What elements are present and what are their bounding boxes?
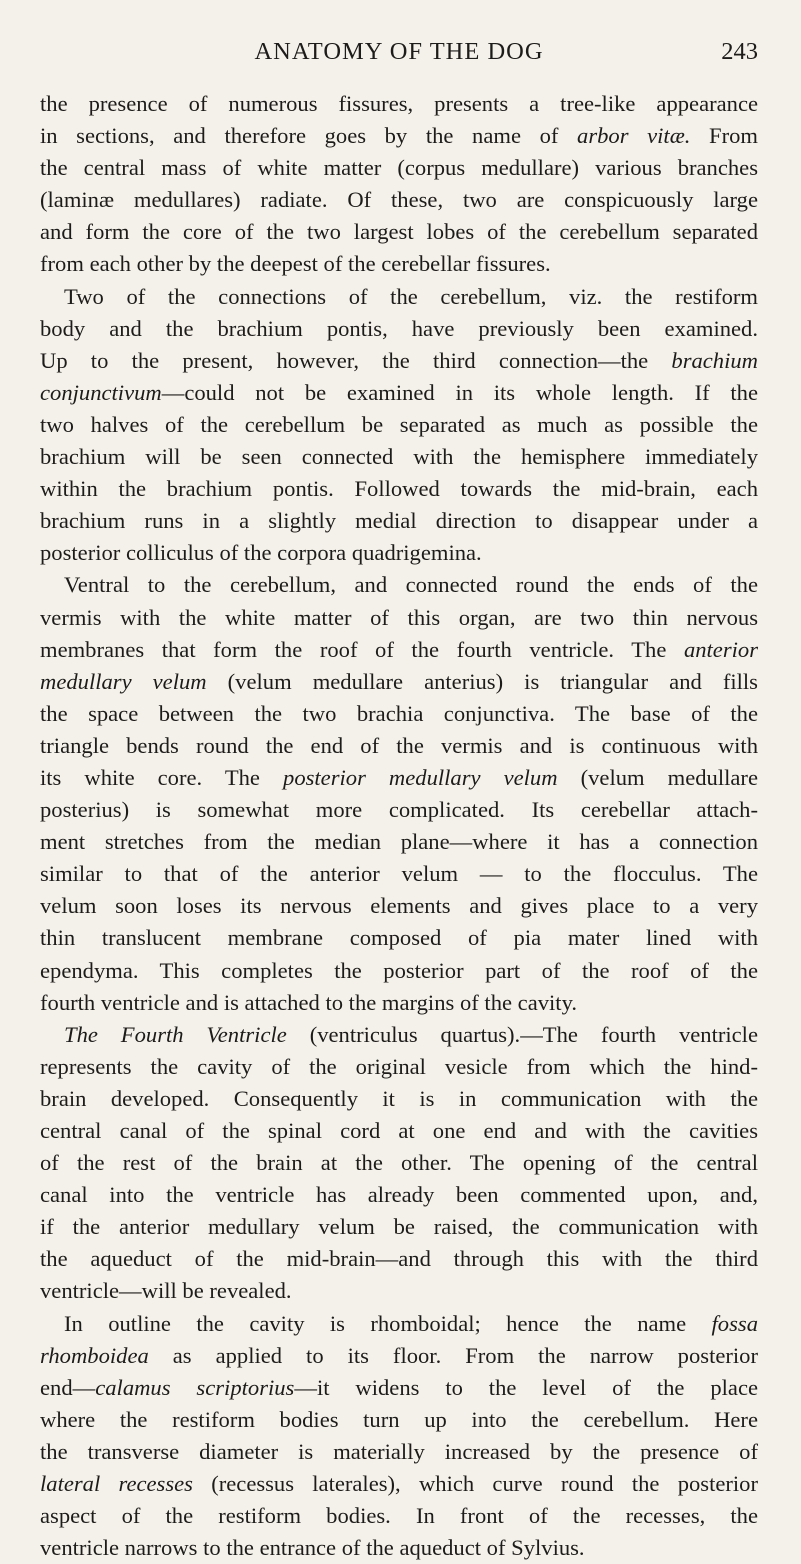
text-segment: ment stretches from the median plane—where it has a connection — [40, 829, 758, 855]
text-line — [40, 88, 758, 120]
text-segment: Ventral to the cerebellum, and connected round the ends of the — [64, 572, 758, 598]
text-line — [40, 1211, 758, 1243]
text-segment: end— — [40, 1374, 96, 1400]
text-segment: ventricle—will be revealed. — [40, 1278, 292, 1304]
text-segment: the space between the two brachia conjunctiva. The base of the — [40, 700, 758, 726]
text-line — [40, 152, 758, 184]
italic-term: The Fourth Ventricle — [64, 1021, 287, 1047]
text-line — [40, 922, 758, 954]
text-line — [40, 184, 758, 216]
text-segment: triangle bends round the end of the vermis and is continuous with — [40, 732, 758, 758]
text-segment: Up to the present, however, the third connection—the — [40, 347, 672, 373]
text-line — [40, 666, 758, 698]
italic-term: fossa — [711, 1310, 758, 1336]
text-segment: represents the cavity of the original vesicle from which the hind- — [40, 1053, 758, 1079]
text-segment: ependyma. This completes the posterior part of the roof of the — [40, 957, 758, 983]
italic-term: conjunctivum — [40, 379, 162, 405]
text-line — [40, 1340, 758, 1372]
text-segment: ventricle narrows to the entrance of the aqueduct of Sylvius. — [40, 1535, 585, 1561]
text-segment: —could not be examined in its whole length. If the — [161, 379, 758, 405]
text-line — [40, 248, 758, 280]
text-line — [40, 634, 758, 666]
italic-term: medullary velum — [40, 668, 207, 694]
text-line — [40, 730, 758, 762]
text-segment: velum soon loses its nervous elements and gives place to a very — [40, 893, 758, 919]
text-line — [40, 1019, 758, 1051]
text-segment: (velum medullare anterius) is triangular and fills — [206, 668, 758, 694]
text-segment: if the anterior medullary velum be raised, the communication with — [40, 1214, 758, 1240]
text-line — [40, 1436, 758, 1468]
text-line — [40, 858, 758, 890]
text-segment: posterior colliculus of the corpora quadrigemina. — [40, 540, 482, 566]
italic-term: calamus scriptorius — [95, 1374, 295, 1400]
text-line — [40, 955, 758, 987]
page-number: 243 — [721, 38, 758, 65]
text-segment: from each other by the deepest of the cerebellar fissures. — [40, 251, 551, 277]
text-segment: central canal of the spinal cord at one end and with the cavities — [40, 1118, 758, 1143]
text-segment: (recessus laterales), which curve round the posterior — [192, 1471, 759, 1497]
text-segment: brain developed. Consequently it is in communication with the — [40, 1085, 758, 1111]
italic-term: anterior — [683, 636, 758, 662]
text-line — [40, 441, 758, 473]
text-line — [40, 1404, 758, 1436]
text-segment: —it widens to the level of the place — [294, 1374, 758, 1400]
italic-term: lateral recesses — [40, 1471, 193, 1497]
text-segment: brachium will be seen connected with the hemisphere immediately — [40, 444, 758, 470]
page-header — [40, 38, 758, 68]
text-line — [40, 120, 758, 152]
body-text — [40, 88, 758, 1564]
text-segment: (laminæ medullares) radiate. Of these, two are conspicuously large — [40, 187, 758, 213]
text-segment: of the rest of the brain at the other. The opening of the central — [40, 1150, 758, 1176]
text-line — [40, 1051, 758, 1083]
text-line — [40, 569, 758, 601]
text-line — [40, 377, 758, 409]
text-line — [40, 1468, 758, 1500]
text-line — [40, 537, 758, 569]
text-segment: within the brachium pontis. Followed towards the mid-brain, each — [40, 476, 758, 502]
text-line — [40, 313, 758, 345]
text-segment: in sections, and therefore goes by the name of — [40, 123, 578, 149]
text-line — [40, 1308, 758, 1340]
text-line — [40, 602, 758, 634]
text-line — [40, 987, 758, 1019]
text-line — [40, 1115, 758, 1147]
text-segment: where the restiform bodies turn up into the cerebellum. Here — [40, 1406, 758, 1432]
text-segment: the presence of numerous fissures, presents a tree-like appearance — [40, 91, 758, 116]
text-segment: the central mass of white matter (corpus medullare) various branches — [40, 155, 758, 181]
italic-term: rhomboidea — [40, 1342, 149, 1368]
text-segment: its white core. The — [40, 764, 284, 790]
text-line — [40, 1275, 758, 1307]
text-segment: vermis with the white matter of this organ, are two thin nervous — [40, 604, 758, 630]
text-segment: brachium runs in a slightly medial direction to disappear under a — [40, 508, 758, 534]
text-line — [40, 826, 758, 858]
text-segment: (velum medullare — [557, 764, 758, 790]
text-line — [40, 1532, 758, 1564]
text-line — [40, 1500, 758, 1532]
text-segment: thin translucent membrane composed of pia mater lined with — [40, 925, 758, 951]
text-segment: and form the core of the two largest lobes of the cerebellum separated — [40, 219, 758, 245]
italic-term: brachium — [671, 347, 758, 373]
text-line — [40, 698, 758, 730]
text-segment: In outline the cavity is rhomboidal; hence the name — [64, 1310, 712, 1336]
italic-term: arbor vitæ. — [577, 123, 691, 149]
text-line — [40, 762, 758, 794]
text-segment: (ventriculus quartus).—The fourth ventricle — [286, 1021, 758, 1047]
text-line — [40, 473, 758, 505]
text-line — [40, 345, 758, 377]
text-line — [40, 409, 758, 441]
text-segment: the aqueduct of the mid-brain—and through this with the third — [40, 1246, 758, 1272]
italic-term: posterior medullary velum — [283, 764, 558, 790]
text-line — [40, 1243, 758, 1275]
text-segment: body and the brachium pontis, have previously been examined. — [40, 315, 758, 341]
text-line — [40, 1083, 758, 1115]
text-segment: membranes that form the roof of the fourth ventricle. The — [40, 636, 684, 662]
running-title: ANATOMY OF THE DOG — [254, 38, 544, 65]
text-line — [40, 505, 758, 537]
text-line — [40, 794, 758, 826]
text-segment: canal into the ventricle has already been commented upon, and, — [40, 1182, 758, 1208]
text-segment: similar to that of the anterior velum — to the flocculus. The — [40, 861, 758, 887]
text-line — [40, 281, 758, 313]
text-line — [40, 890, 758, 922]
text-segment: as applied to its floor. From the narrow posterior — [148, 1342, 758, 1368]
text-line — [40, 1179, 758, 1211]
text-segment: posterius) is somewhat more complicated. Its cerebellar attach- — [40, 797, 758, 823]
text-segment: From — [690, 123, 758, 149]
text-line — [40, 1147, 758, 1179]
text-segment: fourth ventricle and is attached to the margins of the cavity. — [40, 989, 578, 1015]
text-segment: two halves of the cerebellum be separated as much as possible the — [40, 411, 758, 437]
text-line — [40, 216, 758, 248]
text-segment: aspect of the restiform bodies. In front of the recesses, the — [40, 1503, 758, 1529]
text-segment: Two of the connections of the cerebellum, viz. the restiform — [64, 283, 758, 309]
text-line — [40, 1372, 758, 1404]
text-segment: the transverse diameter is materially increased by the presence of — [40, 1438, 758, 1464]
